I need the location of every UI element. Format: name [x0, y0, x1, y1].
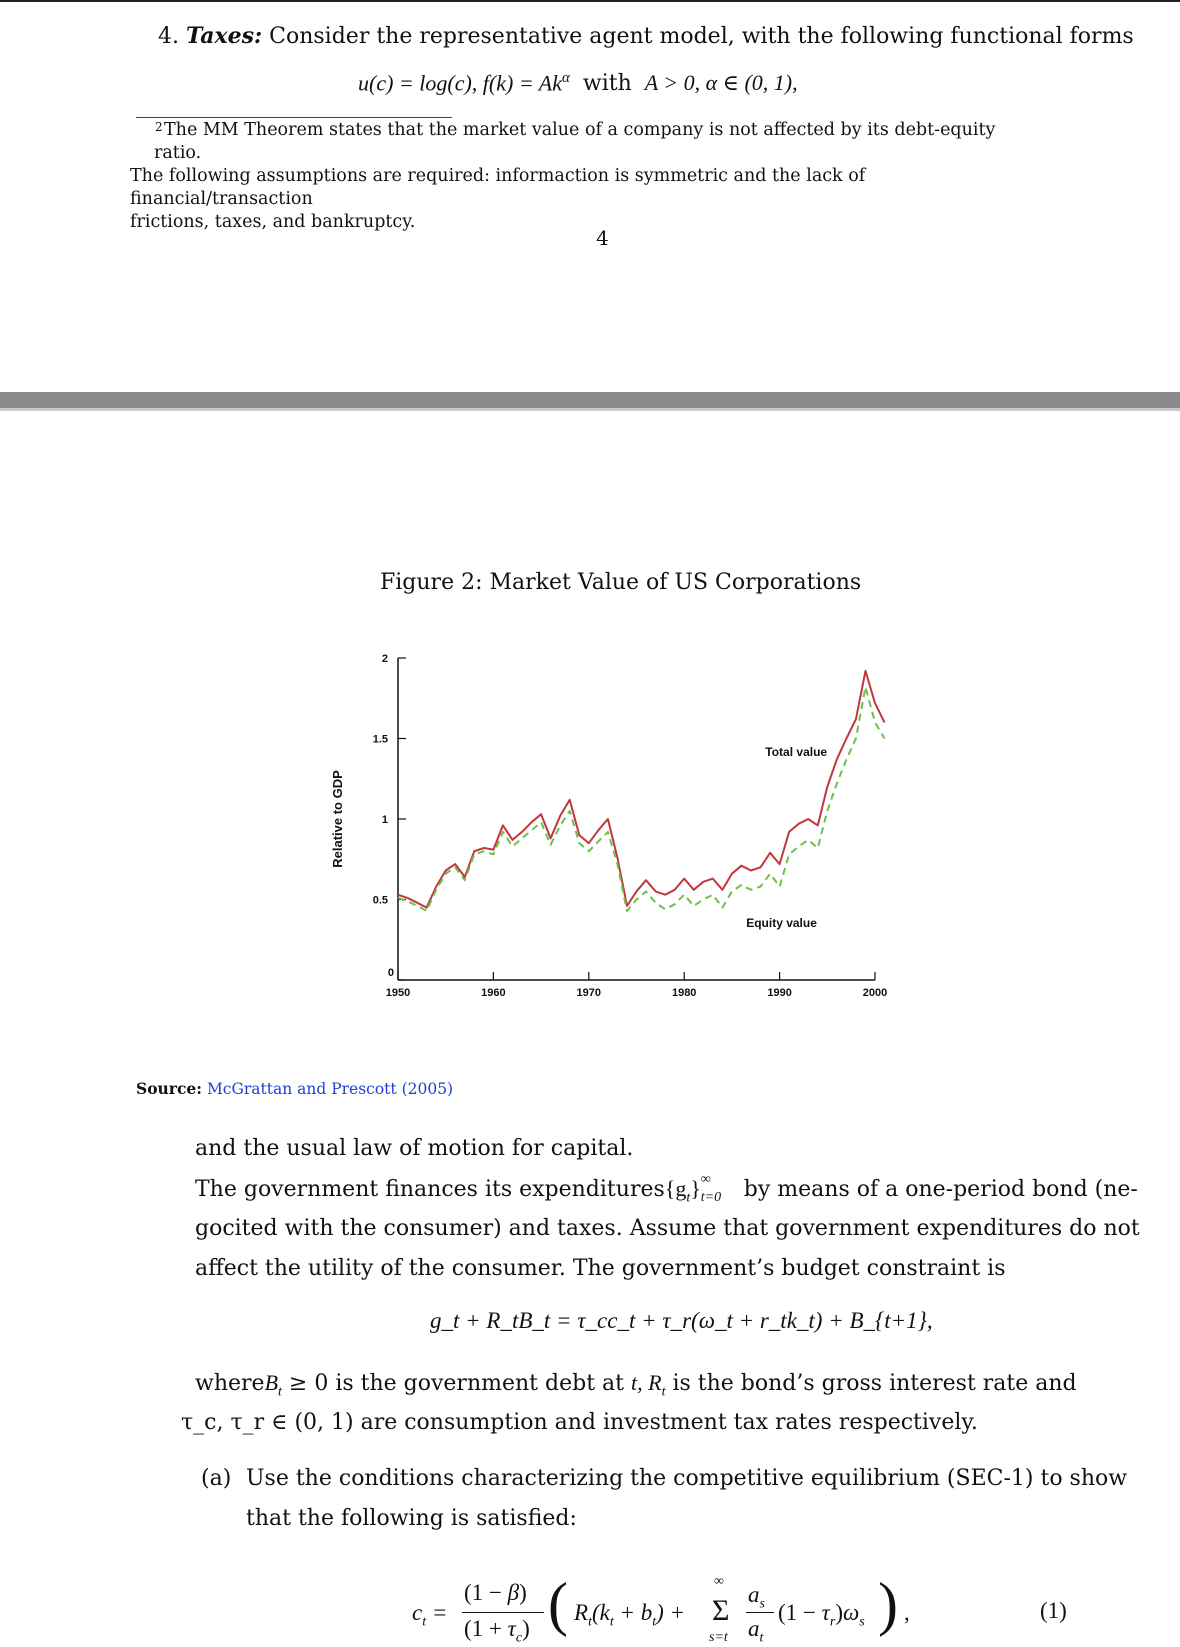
consumption-equation: $c_t$ = (1 − β) $(1 + \tau_c)$ ( $R_t(k_t + b_t)$ + Σ ∞ s=t $a_s$ $a_t$ $(1 - \tau_r)\omega_s$ ) , [412, 1571, 910, 1646]
budget-constraint-equation: g_t + R_tB_t = τ_cc_t + τ_r(ω_t + r_tk_t) + B_{t+1}, [430, 1308, 933, 1333]
functional-forms-equation [358, 70, 798, 96]
seq-open: {g [664, 1176, 687, 1201]
equation-number: (1) [1040, 1598, 1067, 1623]
part-a-label: (a) [201, 1466, 232, 1491]
total-value-annotation: Total value [765, 745, 828, 760]
body-line-3: gocited with the consumer) and taxes. Assume that government expenditures do not [195, 1216, 1140, 1241]
x-tick-label: 1960 [481, 987, 506, 999]
top-border [0, 0, 1180, 2]
seq-sub-index: t=0 [700, 1190, 722, 1205]
footnote-line-2: The following assumptions are required: informaction is symmetric and the lack of financial/transaction [130, 166, 866, 209]
part-a-line-1: Use the conditions characterizing the competitive equilibrium (SEC-1) to show [246, 1466, 1128, 1491]
source-label: Source: [136, 1079, 202, 1098]
page-separator [0, 392, 1180, 408]
x-tick-label: 1970 [576, 987, 602, 999]
equity-value-annotation: Equity value [746, 915, 817, 930]
y-tick-label: 2 [381, 653, 388, 665]
body-line-2b: by means of a one-period bond (ne- [736, 1177, 1138, 1202]
x-tick-label: 2000 [862, 987, 888, 999]
with-word: with [582, 71, 632, 97]
parameter-conditions: A > 0, α ∈ (0, 1), [644, 70, 798, 96]
problem-number: 4. [158, 24, 179, 49]
source-reference-link[interactable]: McGrattan and Prescott (2005) [206, 1080, 454, 1098]
y-axis-label: Relative to GDP [330, 770, 345, 868]
figure-source [136, 1079, 453, 1098]
problem-header [158, 16, 1134, 57]
problem-title: Taxes: [186, 23, 263, 49]
seq-close: } [690, 1176, 701, 1201]
page-separator-shadow [0, 408, 1180, 411]
total-value-line [398, 671, 885, 908]
y-tick-label: 1.5 [372, 733, 388, 746]
x-tick-label: 1990 [767, 987, 792, 999]
y-tick-label: 0.5 [372, 894, 388, 907]
market-value-chart [320, 640, 900, 1040]
footnote-line-3: frictions, taxes, and bankruptcy. [130, 212, 416, 232]
where-line-1: whereB$_t$ ≥ 0 is the government debt at t, $R_t$ is the bond’s gross interest rate and [195, 1370, 1077, 1400]
body-line-4: affect the utility of the consumer. The government’s budget constraint is [195, 1256, 1006, 1281]
body-line-1: and the usual law of motion for capital. [195, 1136, 634, 1161]
figure-title: Figure 2: Market Value of US Corporations [380, 570, 862, 595]
where-line-2: τ_c, τ_r ∈ (0, 1) are consumption and investment tax rates respectively. [181, 1410, 978, 1435]
equity-value-line [398, 687, 885, 911]
footnote-rule [136, 117, 452, 118]
utility-eq: u(c) = log(c), f(k) = Ak [358, 70, 562, 96]
seq-sub: t [686, 1190, 691, 1206]
x-tick-label: 1950 [385, 987, 411, 999]
y-tick-label: 1 [381, 814, 388, 826]
x-tick-label: 1980 [671, 987, 697, 999]
y-tick-label: 0 [387, 967, 394, 979]
where-text-2: is the bond’s gross interest rate and [665, 1371, 1077, 1396]
footnote-mark: 2 [155, 120, 163, 134]
problem-intro: Consider the representative agent model, with the following functional forms [269, 24, 1134, 49]
part-a-line-2: that the following is satisfied: [246, 1506, 577, 1531]
footnote-line-1: The MM Theorem states that the market value of a company is not affected by its debt-equity ratio. [154, 120, 996, 163]
rate-symbol: , R [637, 1370, 662, 1395]
where-text-1: ≥ 0 is the government debt at [281, 1371, 631, 1396]
page-number: 4 [596, 226, 609, 250]
where-word: where [195, 1371, 265, 1396]
seq-sup: ∞ [700, 1172, 711, 1187]
footnote [130, 119, 1030, 234]
debt-symbol: B [264, 1370, 279, 1395]
body-line-2a: The government finances its expenditures [195, 1177, 665, 1202]
alpha-superscript: α [561, 70, 570, 86]
